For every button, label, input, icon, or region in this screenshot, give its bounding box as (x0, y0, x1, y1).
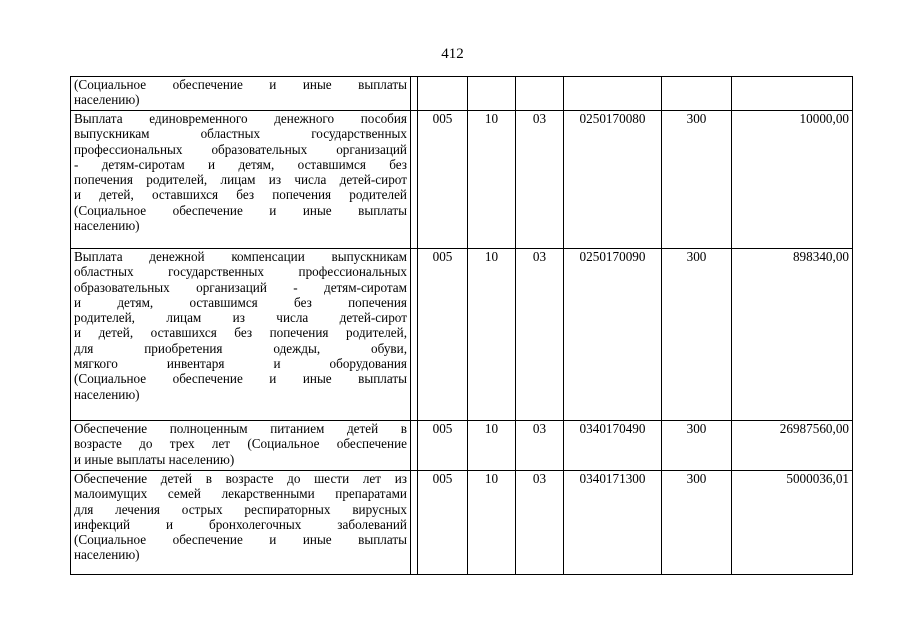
expense-type-cell: 300 (662, 421, 732, 471)
page-number: 412 (441, 46, 464, 62)
description-line: (Социальное обеспечение и иные выплаты (74, 532, 407, 548)
row-description (71, 77, 411, 111)
description-line: (Социальное обеспечение и иные выплаты (74, 371, 407, 387)
expense-type-cell: 300 (662, 471, 732, 575)
description-line: для приобретения одежды, обуви, (74, 340, 407, 356)
table-row (71, 111, 853, 249)
spacer-cell (411, 77, 418, 111)
description-line: Выплата денежной компенсации выпускникам (74, 249, 407, 264)
target-code-cell: 0250170090 (564, 249, 662, 421)
description-line: населению) (74, 386, 140, 402)
spacer-cell (411, 249, 418, 421)
description-line: - детям-сиротам и детям, оставшимся без (74, 156, 407, 172)
subsection-code-cell (516, 77, 564, 111)
table-row (71, 77, 853, 111)
budget-table (70, 76, 853, 575)
target-code-cell: 0340170490 (564, 421, 662, 471)
section-code-cell: 10 (468, 249, 516, 421)
section-code-cell: 10 (468, 421, 516, 471)
row-description (71, 111, 411, 249)
row-description (71, 471, 411, 575)
description-line: (Социальное обеспечение и иные выплаты (74, 77, 407, 92)
spacer-cell (411, 111, 418, 249)
expense-type-cell: 300 (662, 249, 732, 421)
description-line: инфекций и бронхолегочных заболеваний (74, 516, 407, 532)
row-description (71, 421, 411, 471)
target-code-cell: 0340171300 (564, 471, 662, 575)
description-line: и детям, оставшимся без попечения (74, 294, 407, 310)
section-code-cell: 10 (468, 471, 516, 575)
amount-cell: 26987560,00 (732, 421, 853, 471)
description-line: населению) (74, 92, 140, 108)
row-description (71, 249, 411, 421)
target-code-cell: 0250170080 (564, 111, 662, 249)
admin-code-cell: 005 (418, 421, 468, 471)
admin-code-cell: 005 (418, 111, 468, 249)
description-line: (Социальное обеспечение и иные выплаты (74, 202, 407, 218)
expense-type-cell (662, 77, 732, 111)
spacer-cell (411, 421, 418, 471)
amount-cell: 10000,00 (732, 111, 853, 249)
description-line: возрасте до трех лет (Социальное обеспечение (74, 436, 407, 452)
subsection-code-cell: 03 (516, 111, 564, 249)
target-code-cell (564, 77, 662, 111)
subsection-code-cell: 03 (516, 249, 564, 421)
admin-code-cell (418, 77, 468, 111)
admin-code-cell: 005 (418, 249, 468, 421)
description-line: Обеспечение детей в возрасте до шести лет из (74, 471, 407, 486)
description-line: и детей, оставшихся без попечения родителей, (74, 325, 407, 341)
description-line: и детей, оставшихся без попечения родителей (74, 187, 407, 203)
description-line: образовательных организаций - детям-сиротам (74, 279, 407, 295)
subsection-code-cell: 03 (516, 471, 564, 575)
description-line: попечения родителей, лицам из числа детей-сирот (74, 172, 407, 188)
description-line: мягкого инвентаря и оборудования (74, 356, 407, 372)
description-line: населению) (74, 218, 140, 234)
table-body (71, 77, 853, 575)
description-line: выпускникам областных государственных (74, 126, 407, 142)
admin-code-cell: 005 (418, 471, 468, 575)
amount-cell: 898340,00 (732, 249, 853, 421)
section-code-cell: 10 (468, 111, 516, 249)
description-line: для лечения острых респираторных вирусных (74, 501, 407, 517)
section-code-cell (468, 77, 516, 111)
spacer-cell (411, 471, 418, 575)
table-row (71, 249, 853, 421)
table-row (71, 421, 853, 471)
amount-cell: 5000036,01 (732, 471, 853, 575)
expense-type-cell: 300 (662, 111, 732, 249)
amount-cell (732, 77, 853, 111)
description-line: малоимущих семей лекарственными препаратами (74, 486, 407, 502)
description-line: областных государственных профессиональных (74, 264, 407, 280)
description-line: Обеспечение полноценным питанием детей в (74, 421, 407, 436)
subsection-code-cell: 03 (516, 421, 564, 471)
description-line: профессиональных образовательных организаций (74, 141, 407, 157)
table-row (71, 471, 853, 575)
description-line: населению) (74, 547, 140, 563)
description-line: Выплата единовременного денежного пособия (74, 111, 407, 126)
description-line: родителей, лицам из числа детей-сирот (74, 310, 407, 326)
description-line: и иные выплаты населению) (74, 451, 235, 467)
